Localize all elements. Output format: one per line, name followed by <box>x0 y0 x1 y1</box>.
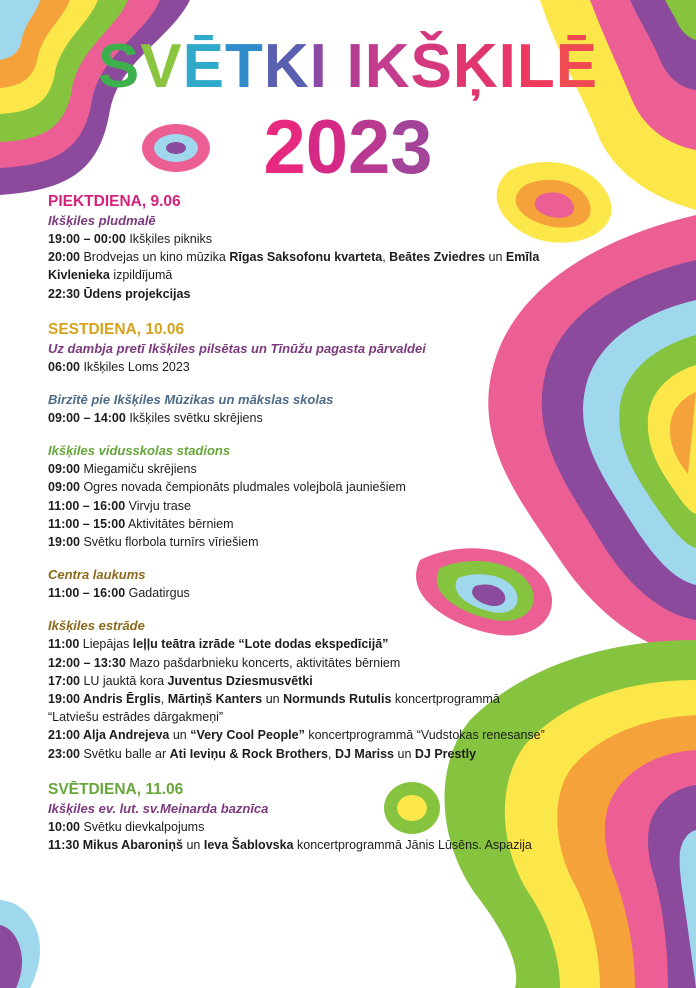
venue-name: Uz dambja pretī Ikšķiles pilsētas un Tīnūžu pagasta pārvaldei <box>48 340 426 356</box>
event-highlight: 09:00 <box>48 480 80 495</box>
event-text: Brodvejas un kino mūzika <box>79 250 230 265</box>
event-highlight: 12:00 – 13:30 <box>48 655 126 670</box>
event-highlight: 19:00 Andris Ērglis <box>48 692 161 707</box>
title-letter: 2 <box>348 105 391 190</box>
blob-bottom-left <box>0 900 40 988</box>
title-letter: 2 <box>263 105 306 190</box>
venue-name: Ikšķiles estrāde <box>48 618 145 634</box>
event-item <box>48 248 548 284</box>
title-letter: 0 <box>305 105 348 190</box>
festival-year <box>0 105 696 190</box>
event-text: , <box>160 692 168 707</box>
event-item <box>48 358 548 376</box>
event-highlight: Beātes Zviedres <box>389 250 486 265</box>
event-item <box>48 836 548 854</box>
event-item <box>48 497 548 515</box>
event-text: izpildījumā <box>109 268 173 283</box>
event-highlight: 20:00 <box>48 250 80 265</box>
title-letter: K <box>263 32 310 101</box>
festival-title <box>0 32 696 101</box>
event-text: Svētku florbola turnīrs vīriešiem <box>79 535 259 550</box>
title-letter: I <box>309 32 328 101</box>
event-item <box>48 654 548 672</box>
event-text: Mazo pašdarbnieku koncerts, aktivitātes bērniem <box>125 655 401 670</box>
event-item <box>48 672 548 690</box>
event-text: un <box>183 838 204 853</box>
schedule <box>48 192 548 871</box>
event-text: Svētku dievkalpojums <box>79 819 205 834</box>
event-text: Ikšķiles svētku skrējiens <box>125 411 263 426</box>
event-text: un <box>485 250 506 265</box>
event-item <box>48 745 548 763</box>
event-text: Ogres novada čempionāts pludmales volejbolā jauniešiem <box>79 480 406 495</box>
venue-block <box>48 617 548 762</box>
title-letter: V <box>140 32 183 101</box>
event-text: un <box>262 692 284 707</box>
venue-block <box>48 800 548 854</box>
event-text: Svētku balle ar <box>79 746 170 761</box>
event-item <box>48 690 548 726</box>
event-text: Aktivitātes bērniem <box>125 516 234 531</box>
event-text: Gadatirgus <box>125 586 190 601</box>
event-highlight: 09:00 <box>48 462 80 477</box>
event-highlight: Ieva Šablovska <box>203 838 294 853</box>
event-item <box>48 533 548 551</box>
event-highlight: Normunds Rutulis <box>283 692 392 707</box>
event-highlight: 17:00 <box>48 673 80 688</box>
event-text: Virvju trase <box>125 498 191 513</box>
event-highlight: Emīla Kivlenieka <box>48 250 540 283</box>
event-item <box>48 409 548 427</box>
event-text: Ikšķiles pikniks <box>125 232 212 246</box>
event-item <box>48 726 548 744</box>
title-letter: I <box>498 32 517 101</box>
title-letter: Ē <box>555 32 599 101</box>
title-letter: I <box>346 32 365 101</box>
venue-name: Centra laukums <box>48 567 146 583</box>
event-highlight: 11:00 – 15:00 <box>48 516 126 531</box>
title-letter: Ķ <box>452 32 499 101</box>
venue-block <box>48 442 548 551</box>
venue-name: Ikšķiles vidusskolas stadions <box>48 443 231 459</box>
event-text: koncertprogrammā “Latviešu estrādes dārgakmeņi” <box>48 692 500 725</box>
title-letter: Ē <box>182 32 225 101</box>
event-item <box>48 635 548 653</box>
title-letter: K <box>364 32 411 101</box>
venue-block <box>48 340 548 376</box>
title-letter: L <box>516 32 556 101</box>
title-letter: T <box>224 32 264 101</box>
day-section <box>48 320 548 763</box>
event-highlight: 11:00 <box>48 637 80 652</box>
event-text: Miegamiču skrējiens <box>79 462 197 477</box>
event-highlight: 22:30 Ūdens projekcijas <box>48 286 191 301</box>
title-letter: 3 <box>390 105 433 190</box>
title-letter <box>328 36 347 98</box>
venue-name: Ikšķiles ev. lut. sv.Meinarda baznīca <box>48 800 269 816</box>
event-highlight: 21:00 Alja Andrejeva <box>48 728 170 743</box>
event-text: un <box>169 728 191 743</box>
event-highlight: Juventus Dziesmusvētki <box>167 673 313 688</box>
event-highlight: 19:00 – 00:00 <box>48 232 126 246</box>
venue-block <box>48 391 548 427</box>
event-highlight: leļļu teātra izrāde “Lote dodas ekspedīcijā” <box>132 637 389 652</box>
event-text: Ikšķiles Loms 2023 <box>79 359 190 374</box>
day-section <box>48 192 548 303</box>
event-item <box>48 285 548 303</box>
venue-name: Birzītē pie Ikšķiles Mūzikas un mākslas skolas <box>48 392 334 408</box>
event-highlight: Ati Ieviņu & Rock Brothers <box>169 746 328 761</box>
event-item <box>48 230 548 248</box>
event-highlight: Mārtiņš Kanters <box>167 692 263 707</box>
event-highlight: DJ Prestly <box>414 746 477 761</box>
event-item <box>48 478 548 496</box>
day-title: PIEKTDIENA, 9.06 <box>48 193 181 210</box>
event-highlight: 19:00 <box>48 535 80 550</box>
event-text: , <box>328 746 335 761</box>
event-highlight: 10:00 <box>48 819 80 834</box>
event-text: , <box>382 250 390 265</box>
event-text: un <box>394 746 415 761</box>
title-letter: Š <box>410 32 453 101</box>
venue-block <box>48 212 548 303</box>
day-section <box>48 780 548 854</box>
event-highlight: 09:00 – 14:00 <box>48 411 126 426</box>
event-text: koncertprogrammā Jānis Lūsēns. Aspazija <box>293 838 532 853</box>
event-highlight: 06:00 <box>48 359 80 374</box>
venue-block <box>48 566 548 602</box>
event-item <box>48 584 548 602</box>
event-item <box>48 818 548 836</box>
event-highlight: 23:00 <box>48 746 80 761</box>
venue-name: Ikšķiles pludmalē <box>48 213 156 228</box>
day-title: SESTDIENA, 10.06 <box>48 320 185 338</box>
event-text: LU jauktā kora <box>79 673 168 688</box>
event-highlight: “Very Cool People” <box>190 728 305 743</box>
event-highlight: 11:00 – 16:00 <box>48 498 126 513</box>
event-text: Liepājas <box>79 637 133 652</box>
title-letter: S <box>97 32 141 101</box>
event-item <box>48 460 548 478</box>
day-title: SVĒTDIENA, 11.06 <box>48 780 184 798</box>
event-highlight: DJ Mariss <box>334 746 395 761</box>
event-item <box>48 515 548 533</box>
event-highlight: 11:00 – 16:00 <box>48 586 126 601</box>
event-highlight: 11:30 Mikus Abaroniņš <box>48 838 183 853</box>
event-text: koncertprogrammā “Vudstokas renesanse” <box>304 728 545 743</box>
event-highlight: Rīgas Saksofonu kvarteta <box>229 250 383 265</box>
